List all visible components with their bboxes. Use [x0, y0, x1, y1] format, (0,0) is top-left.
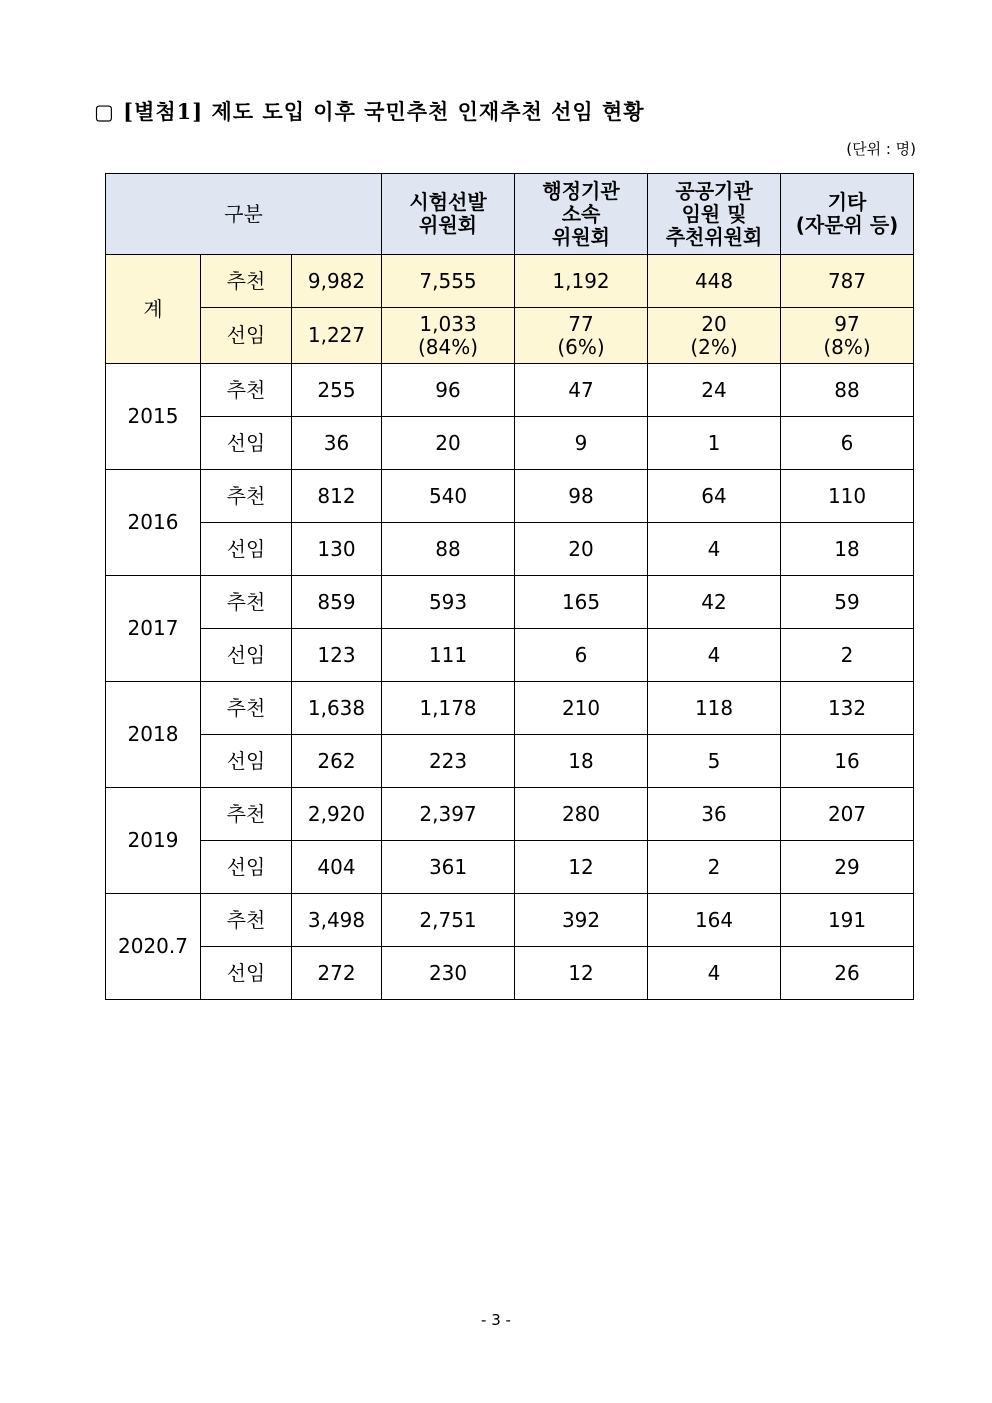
header-category: 구분 [106, 174, 382, 255]
table-row [106, 841, 914, 894]
row-type-label: 선임 [201, 735, 292, 788]
table-cell: 1,178 [382, 682, 515, 735]
table-row [106, 523, 914, 576]
table-row [106, 417, 914, 470]
recommendation-table [105, 173, 914, 1000]
row-type-label: 추천 [201, 470, 292, 523]
row-type-label: 추천 [201, 788, 292, 841]
unit-label: (단위 : 명) [846, 140, 916, 158]
table-cell: 96 [382, 364, 515, 417]
table-cell: 97 (8%) [781, 308, 914, 364]
year-label: 2019 [106, 788, 201, 894]
table-cell: 7,555 [382, 255, 515, 308]
year-label: 2016 [106, 470, 201, 576]
table-cell: 593 [382, 576, 515, 629]
table-cell: 230 [382, 947, 515, 1000]
table-cell: 392 [515, 894, 648, 947]
header-exam-committee: 시험선발 위원회 [382, 174, 515, 255]
table-header-row [106, 174, 914, 255]
table-cell: 5 [648, 735, 781, 788]
table-cell: 255 [292, 364, 382, 417]
table-cell: 12 [515, 947, 648, 1000]
row-type-label: 선임 [201, 308, 292, 364]
table-cell: 272 [292, 947, 382, 1000]
table-cell: 6 [515, 629, 648, 682]
row-type-label: 선임 [201, 523, 292, 576]
document-title: ▢ [별첨1] 제도 도입 이후 국민추천 인재추천 선임 현황 [94, 99, 645, 124]
table-cell: 1 [648, 417, 781, 470]
table-cell: 18 [515, 735, 648, 788]
row-type-label: 선임 [201, 629, 292, 682]
row-type-label: 추천 [201, 682, 292, 735]
table-cell: 4 [648, 629, 781, 682]
table-cell: 280 [515, 788, 648, 841]
table-cell: 787 [781, 255, 914, 308]
table-cell: 9,982 [292, 255, 382, 308]
table-cell: 12 [515, 841, 648, 894]
row-type-label: 선임 [201, 947, 292, 1000]
table-cell: 1,227 [292, 308, 382, 364]
table-cell: 110 [781, 470, 914, 523]
table-cell: 123 [292, 629, 382, 682]
table-cell: 59 [781, 576, 914, 629]
table-cell: 20 [515, 523, 648, 576]
table-cell: 16 [781, 735, 914, 788]
total-label: 계 [106, 255, 201, 364]
table-row [106, 894, 914, 947]
table-cell: 47 [515, 364, 648, 417]
table-cell: 29 [781, 841, 914, 894]
total-selected-row [106, 308, 914, 364]
year-label: 2017 [106, 576, 201, 682]
row-type-label: 추천 [201, 364, 292, 417]
year-label: 2018 [106, 682, 201, 788]
table-cell: 2,397 [382, 788, 515, 841]
year-label: 2015 [106, 364, 201, 470]
table-cell: 18 [781, 523, 914, 576]
row-type-label: 추천 [201, 576, 292, 629]
header-admin-committee: 행정기관 소속 위원회 [515, 174, 648, 255]
table-cell: 3,498 [292, 894, 382, 947]
table-cell: 2 [781, 629, 914, 682]
table-row [106, 788, 914, 841]
row-type-label: 선임 [201, 417, 292, 470]
table-cell: 88 [382, 523, 515, 576]
table-row [106, 682, 914, 735]
table-cell: 1,033 (84%) [382, 308, 515, 364]
table-cell: 540 [382, 470, 515, 523]
table-cell: 207 [781, 788, 914, 841]
table-cell: 404 [292, 841, 382, 894]
table-row [106, 576, 914, 629]
table-cell: 164 [648, 894, 781, 947]
table-cell: 118 [648, 682, 781, 735]
header-other-committee: 기타 (자문위 등) [781, 174, 914, 255]
table-row [106, 735, 914, 788]
table-cell: 132 [781, 682, 914, 735]
table-cell: 859 [292, 576, 382, 629]
table-cell: 98 [515, 470, 648, 523]
table-row [106, 470, 914, 523]
table-row [106, 629, 914, 682]
table-cell: 210 [515, 682, 648, 735]
header-public-org-committee: 공공기관 임원 및 추천위원회 [648, 174, 781, 255]
table-cell: 20 [382, 417, 515, 470]
table-cell: 4 [648, 947, 781, 1000]
table-cell: 26 [781, 947, 914, 1000]
table-cell: 165 [515, 576, 648, 629]
table-cell: 36 [648, 788, 781, 841]
table-cell: 1,638 [292, 682, 382, 735]
table-cell: 42 [648, 576, 781, 629]
table-cell: 130 [292, 523, 382, 576]
table-cell: 20 (2%) [648, 308, 781, 364]
table-cell: 812 [292, 470, 382, 523]
table-cell: 223 [382, 735, 515, 788]
table-cell: 1,192 [515, 255, 648, 308]
table-cell: 361 [382, 841, 515, 894]
row-type-label: 추천 [201, 894, 292, 947]
table-cell: 2,751 [382, 894, 515, 947]
table-cell: 64 [648, 470, 781, 523]
table-cell: 111 [382, 629, 515, 682]
year-label: 2020.7 [106, 894, 201, 1000]
table-row [106, 947, 914, 1000]
table-cell: 88 [781, 364, 914, 417]
table-cell: 191 [781, 894, 914, 947]
table-cell: 262 [292, 735, 382, 788]
table-row [106, 364, 914, 417]
table-cell: 4 [648, 523, 781, 576]
page-number: - 3 - [481, 1311, 511, 1329]
table-cell: 2,920 [292, 788, 382, 841]
row-type-label: 추천 [201, 255, 292, 308]
table-cell: 6 [781, 417, 914, 470]
row-type-label: 선임 [201, 841, 292, 894]
table-cell: 448 [648, 255, 781, 308]
table-cell: 77 (6%) [515, 308, 648, 364]
total-recommend-row [106, 255, 914, 308]
table-cell: 24 [648, 364, 781, 417]
table-cell: 36 [292, 417, 382, 470]
table-cell: 2 [648, 841, 781, 894]
table-cell: 9 [515, 417, 648, 470]
